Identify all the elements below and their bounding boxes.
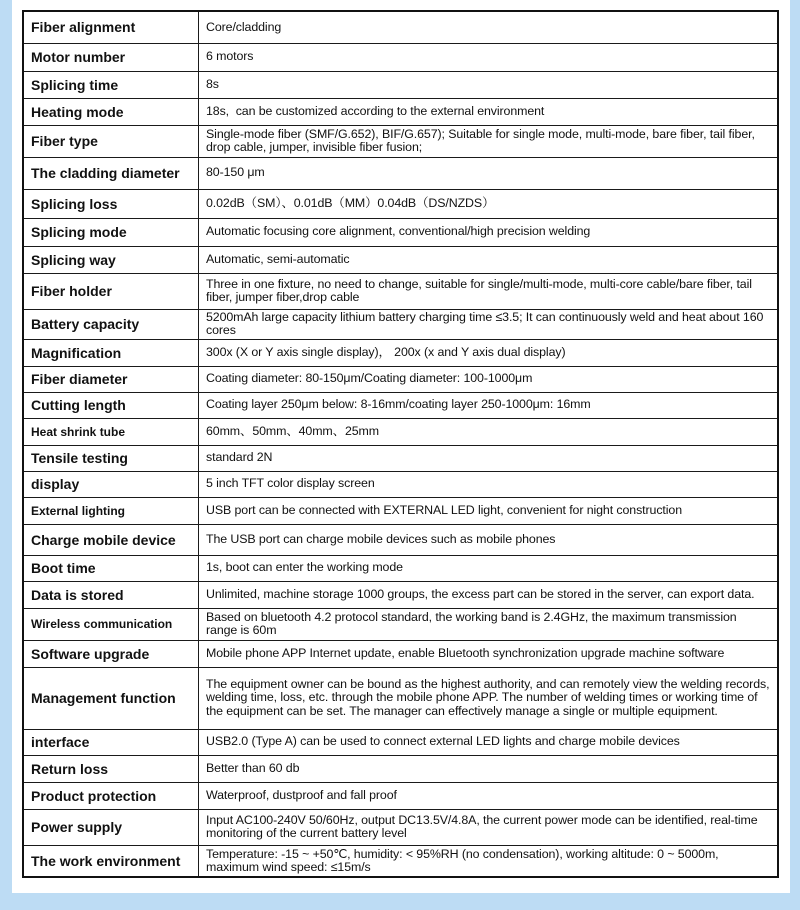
table-row <box>23 218 778 246</box>
spec-label: display <box>23 471 199 497</box>
spec-label: Return loss <box>23 755 199 782</box>
spec-value: Single-mode fiber (SMF/G.652), BIF/G.657); Suitable for single mode, multi-mode, bare fiber, tail fiber, drop cable, jumper, invisible fiber fusion; <box>199 125 779 157</box>
spec-label: External lighting <box>23 497 199 524</box>
spec-label: Splicing way <box>23 246 199 273</box>
spec-value: USB port can be connected with EXTERNAL LED light, convenient for night construction <box>199 497 779 524</box>
spec-value: 80-150 μm <box>199 157 779 189</box>
spec-label: Power supply <box>23 809 199 845</box>
spec-label: Splicing mode <box>23 218 199 246</box>
spec-value: Based on bluetooth 4.2 protocol standard, the working band is 2.4GHz, the maximum transmission range is 60m <box>199 608 779 640</box>
spec-value: The USB port can charge mobile devices such as mobile phones <box>199 524 779 555</box>
table-row <box>23 98 778 125</box>
spec-value: Coating layer 250μm below: 8-16mm/coating layer 250-1000μm: 16mm <box>199 392 779 418</box>
spec-value: Coating diameter: 80-150μm/Coating diameter: 100-1000μm <box>199 366 779 392</box>
spec-value: Three in one fixture, no need to change, suitable for single/multi-mode, multi-core cable/bare fiber, tail fiber, jumper fiber,drop cable <box>199 273 779 309</box>
spec-value: USB2.0 (Type A) can be used to connect external LED lights and charge mobile devices <box>199 729 779 755</box>
spec-value: 300x (X or Y axis single display)， 200x (x and Y axis dual display) <box>199 339 779 366</box>
table-row <box>23 366 778 392</box>
spec-label: Software upgrade <box>23 640 199 667</box>
spec-label: interface <box>23 729 199 755</box>
spec-label: Motor number <box>23 43 199 71</box>
spec-label: Charge mobile device <box>23 524 199 555</box>
spec-value: 6 motors <box>199 43 779 71</box>
spec-label: Product protection <box>23 782 199 809</box>
table-row <box>23 392 778 418</box>
spec-label: Fiber holder <box>23 273 199 309</box>
table-row <box>23 581 778 608</box>
spec-value: 18s, can be customized according to the external environment <box>199 98 779 125</box>
spec-value: 8s <box>199 71 779 98</box>
spec-value: Waterproof, dustproof and fall proof <box>199 782 779 809</box>
table-row <box>23 125 778 157</box>
spec-label: Boot time <box>23 555 199 581</box>
spec-value: Automatic focusing core alignment, conventional/high precision welding <box>199 218 779 246</box>
spec-value: Automatic, semi-automatic <box>199 246 779 273</box>
spec-label: Cutting length <box>23 392 199 418</box>
table-row <box>23 273 778 309</box>
spec-label: Management function <box>23 667 199 729</box>
table-row <box>23 608 778 640</box>
spec-value: 5200mAh large capacity lithium battery charging time ≤3.5; It can continuously weld and heat about 160 cores <box>199 309 779 339</box>
table-row <box>23 729 778 755</box>
spec-label: Fiber type <box>23 125 199 157</box>
spec-label: Data is stored <box>23 581 199 608</box>
spec-label: Tensile testing <box>23 445 199 471</box>
spec-value: Core/cladding <box>199 11 779 43</box>
table-row <box>23 11 778 43</box>
spec-label: Magnification <box>23 339 199 366</box>
table-row <box>23 667 778 729</box>
spec-label: Wireless communication <box>23 608 199 640</box>
table-row <box>23 524 778 555</box>
spec-value: 1s, boot can enter the working mode <box>199 555 779 581</box>
table-row <box>23 71 778 98</box>
table-row <box>23 418 778 445</box>
spec-value: Unlimited, machine storage 1000 groups, the excess part can be stored in the server, can export data. <box>199 581 779 608</box>
table-row <box>23 640 778 667</box>
table-row <box>23 497 778 524</box>
table-row <box>23 755 778 782</box>
spec-value: Mobile phone APP Internet update, enable Bluetooth synchronization upgrade machine software <box>199 640 779 667</box>
spec-label: Splicing time <box>23 71 199 98</box>
table-row <box>23 309 778 339</box>
table-row <box>23 445 778 471</box>
table-row <box>23 339 778 366</box>
table-row <box>23 43 778 71</box>
spec-label: Heat shrink tube <box>23 418 199 445</box>
spec-label: Splicing loss <box>23 189 199 218</box>
table-row <box>23 246 778 273</box>
spec-label: The work environment <box>23 845 199 877</box>
spec-label: The cladding diameter <box>23 157 199 189</box>
spec-label: Fiber alignment <box>23 11 199 43</box>
table-row <box>23 845 778 877</box>
table-row <box>23 157 778 189</box>
spec-value: 5 inch TFT color display screen <box>199 471 779 497</box>
spec-value: The equipment owner can be bound as the highest authority, and can remotely view the welding records, welding time, loss, etc. through the mobile phone APP. The number of welding times or working time of the equipment can be set. The manager can effectively manage a single or multiple equipment. <box>199 667 779 729</box>
spec-label: Heating mode <box>23 98 199 125</box>
table-row <box>23 471 778 497</box>
spec-table <box>22 10 779 878</box>
spec-label: Battery capacity <box>23 309 199 339</box>
spec-value: standard 2N <box>199 445 779 471</box>
spec-value: 0.02dB（SM）、0.01dB（MM）0.04dB（DS/NZDS） <box>199 189 779 218</box>
table-row <box>23 782 778 809</box>
spec-label: Fiber diameter <box>23 366 199 392</box>
table-row <box>23 809 778 845</box>
spec-value: Input AC100-240V 50/60Hz, output DC13.5V/4.8A, the current power mode can be identified, real-time monitoring of the current battery level <box>199 809 779 845</box>
table-row <box>23 555 778 581</box>
table-row <box>23 189 778 218</box>
spec-value: Temperature: -15 ~ +50℃, humidity: < 95%RH (no condensation), working altitude: 0 ~ 5000m, maximum wind speed: ≤15m/s <box>199 845 779 877</box>
spec-value: 60mm、50mm、40mm、25mm <box>199 418 779 445</box>
spec-value: Better than 60 db <box>199 755 779 782</box>
